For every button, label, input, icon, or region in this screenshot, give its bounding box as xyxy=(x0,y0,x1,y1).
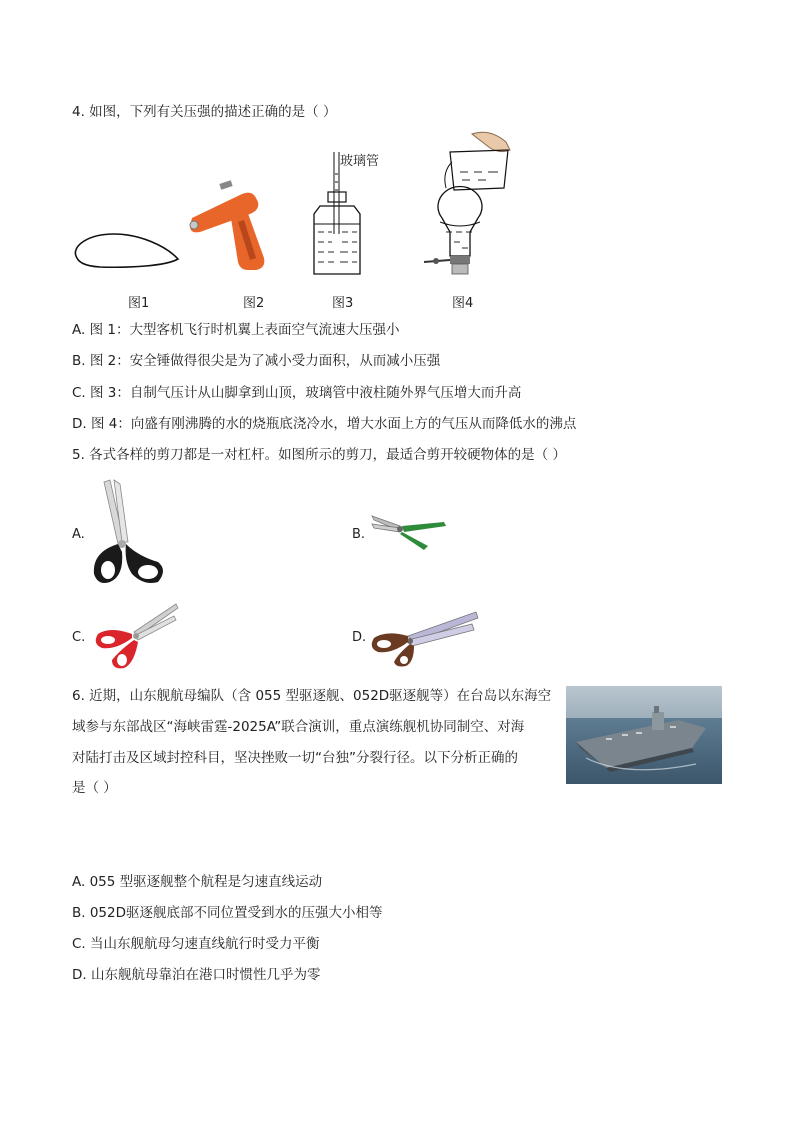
figure-caption-1: 图1 xyxy=(128,296,150,311)
q6-option-d: D. 山东舰航母靠泊在港口时惯性几乎为零 xyxy=(72,967,321,983)
scissors-c-image xyxy=(90,602,180,670)
q6-option-c: C. 当山东舰航母匀速直线航行时受力平衡 xyxy=(72,936,320,952)
q6-stem-line-4: 是（ ） xyxy=(72,780,117,796)
q5-stem: 5. 各式各样的剪刀都是一对杠杆。如图所示的剪刀，最适合剪开较硬物体的是（ ） xyxy=(72,447,566,463)
q4-option-a: A. 图 1：大型客机飞行时机翼上表面空气流速大压强小 xyxy=(72,322,400,338)
homemade-barometer-figure xyxy=(308,152,368,276)
aircraft-carrier-photo xyxy=(566,686,722,784)
q5-letter-b: B. xyxy=(352,527,366,542)
q4-option-d: D. 图 4：向盛有刚沸腾的水的烧瓶底浇冷水，增大水面上方的气压从而降低水的沸点 xyxy=(72,416,577,432)
q6-stem-line-2: 域参与东部战区“海峡雷霆-2025A”联合演训，重点演练舰机协同制空、对海 xyxy=(72,719,525,735)
q5-letter-a: A. xyxy=(72,527,85,542)
q6-option-a: A. 055 型驱逐舰整个航程是匀速直线运动 xyxy=(72,874,323,890)
wing-airfoil-figure xyxy=(70,228,182,272)
figure-caption-3: 图3 xyxy=(332,296,354,311)
q5-letter-d: D. xyxy=(352,630,367,645)
scissors-a-image xyxy=(88,478,168,590)
q6-stem-line-1: 6. 近期，山东舰航母编队（含 055 型驱逐舰、052D驱逐舰等）在台岛以东海空 xyxy=(72,688,552,704)
q6-stem-line-3: 对陆打击及区域封控科目，坚决挫败一切“台独”分裂行径。以下分析正确的 xyxy=(72,750,518,766)
scissors-b-image xyxy=(370,510,450,556)
safety-hammer-figure xyxy=(186,178,270,274)
q4-option-c: C. 图 3：自制气压计从山脚拿到山顶，玻璃管中液柱随外界气压增大而升高 xyxy=(72,385,522,401)
q6-option-b: B. 052D驱逐舰底部不同位置受到水的压强大小相等 xyxy=(72,905,383,921)
q4-option-b: B. 图 2：安全锤做得很尖是为了减小受力面积，从而减小压强 xyxy=(72,353,441,369)
glass-tube-label: 玻璃管 xyxy=(340,154,380,169)
figure-caption-2: 图2 xyxy=(243,296,265,311)
scissors-d-image xyxy=(368,610,480,668)
figure-caption-4: 图4 xyxy=(452,296,474,311)
boiling-flask-figure xyxy=(420,128,530,278)
q5-letter-c: C. xyxy=(72,630,86,645)
q4-stem: 4. 如图，下列有关压强的描述正确的是（ ） xyxy=(72,104,337,120)
